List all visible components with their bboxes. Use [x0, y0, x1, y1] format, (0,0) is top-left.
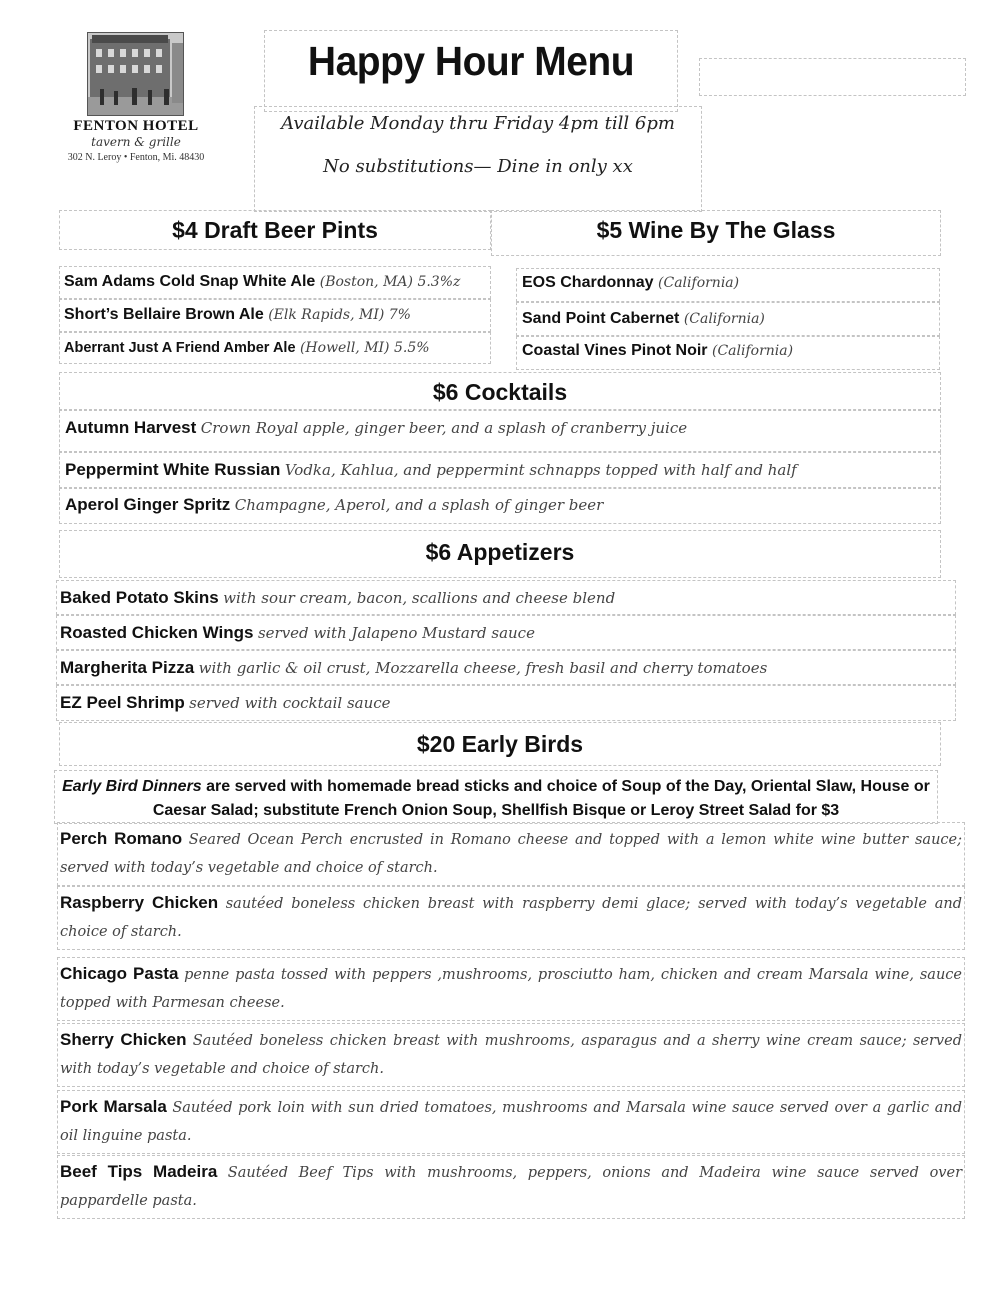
beer-name: Short’s Bellaire Brown Ale [64, 306, 264, 323]
early-bird-item [57, 1023, 965, 1087]
cocktail-detail: Crown Royal apple, ginger beer, and a splash of cranberry juice [200, 419, 688, 437]
early-bird-item [57, 822, 965, 886]
early-bird-note-text: are served with homemade bread sticks and choice of Soup of the Day, Oriental Slaw, House or Caesar Salad; substitute French Onion Soup, Shellfish Bisque or Leroy Street Salad for $3 [152, 778, 930, 819]
wine-detail: (California) [711, 343, 794, 359]
wine-name: EOS Chardonnay [522, 274, 654, 291]
wine-heading: $5 Wine By The Glass [491, 210, 941, 256]
early-bird-item [57, 886, 965, 950]
wine-name: Coastal Vines Pinot Noir [522, 342, 708, 359]
beer-item [59, 332, 491, 364]
appetizer-detail: served with cocktail sauce [189, 694, 391, 712]
hotel-subtitle: tavern & grille [91, 135, 181, 149]
early-bird-name: Perch Romano [60, 829, 183, 848]
appetizer-item [56, 685, 956, 721]
appetizer-item [56, 615, 956, 650]
empty-frame [699, 58, 966, 96]
early-bird-name: Pork Marsala [60, 1097, 167, 1116]
beer-heading: $4 Draft Beer Pints [59, 210, 491, 250]
early-bird-detail: sautéed boneless chicken breast with raspberry demi glace; served with today’s vegetable and choice of starch. [60, 896, 962, 940]
cocktail-name: Peppermint White Russian [65, 460, 281, 479]
wine-item [516, 268, 940, 302]
early-bird-name: Raspberry Chicken [60, 893, 219, 912]
wine-detail: (California) [683, 311, 765, 327]
wine-item [516, 302, 940, 336]
restrictions-text: No substitutions— Dine in only xx [323, 156, 633, 177]
availability-text: Available Monday thru Friday 4pm till 6pm [281, 113, 675, 134]
early-bird-item [57, 1090, 965, 1154]
beer-name: Aberrant Just A Friend Amber Ale [64, 340, 296, 356]
hotel-address: 302 N. Leroy • Fenton, Mi. 48430 [67, 152, 205, 163]
early-birds-heading: $20 Early Birds [59, 722, 941, 766]
early-bird-detail: Seared Ocean Perch encrusted in Romano cheese and topped with a lemon white wine butter sauce; served with today’s vegetable and choice of starch. [60, 832, 962, 876]
cocktail-detail: Champagne, Aperol, and a splash of ginger beer [234, 496, 604, 514]
appetizer-detail: with garlic & oil crust, Mozzarella cheese, fresh basil and cherry tomatoes [198, 659, 768, 677]
early-bird-name: Sherry Chicken [60, 1030, 187, 1049]
beer-item [59, 299, 491, 332]
appetizer-detail: with sour cream, bacon, scallions and cheese blend [223, 589, 616, 607]
early-bird-name: Beef Tips Madeira [60, 1162, 218, 1181]
cocktail-item [59, 488, 941, 524]
early-bird-detail: Sautéed Beef Tips with mushrooms, peppers, onions and Madeira wine sauce served over pappardelle pasta. [60, 1165, 962, 1209]
cocktail-item [59, 452, 941, 488]
early-bird-item [57, 1155, 965, 1219]
early-bird-note [54, 770, 938, 824]
beer-detail: (Boston, MA) 5.3%z [319, 274, 461, 290]
early-bird-detail: penne pasta tossed with peppers ,mushrooms, prosciutto ham, chicken and cream Marsala wine, sauce topped with Parmesan cheese. [60, 967, 962, 1011]
early-bird-note-lead: Early Bird Dinners [62, 778, 202, 795]
appetizer-detail: served with Jalapeno Mustard sauce [257, 624, 535, 642]
hotel-name: FENTON HOTEL [73, 118, 199, 134]
appetizer-name: EZ Peel Shrimp [60, 693, 185, 712]
appetizer-name: Margherita Pizza [60, 658, 195, 677]
cocktails-heading: $6 Cocktails [59, 372, 941, 410]
beer-item [59, 266, 491, 299]
early-bird-item [57, 957, 965, 1021]
page-title: Happy Hour Menu [307, 38, 635, 84]
appetizer-item [56, 580, 956, 615]
early-bird-detail: Sautéed boneless chicken breast with mushrooms, asparagus and a sherry wine cream sauce; served with today’s vegetable and choice of starch. [60, 1033, 962, 1077]
early-bird-name: Chicago Pasta [60, 964, 179, 983]
appetizer-name: Roasted Chicken Wings [60, 623, 254, 642]
beer-detail: (Howell, MI) 5.5% [299, 340, 430, 356]
appetizer-item [56, 650, 956, 685]
cocktail-detail: Vodka, Kahlua, and peppermint schnapps topped with half and half [284, 461, 797, 479]
beer-detail: (Elk Rapids, MI) 7% [268, 307, 411, 323]
cocktail-name: Aperol Ginger Spritz [65, 495, 231, 514]
wine-name: Sand Point Cabernet [522, 310, 680, 327]
beer-name: Sam Adams Cold Snap White Ale [64, 273, 316, 290]
hotel-photo [87, 32, 184, 116]
wine-item [516, 336, 940, 370]
wine-detail: (California) [658, 275, 740, 291]
cocktail-item [59, 410, 941, 452]
appetizer-name: Baked Potato Skins [60, 588, 219, 607]
early-bird-detail: Sautéed pork loin with sun dried tomatoes, mushrooms and Marsala wine sauce served over a garlic and oil linguine pasta. [60, 1100, 962, 1144]
cocktail-name: Autumn Harvest [65, 418, 197, 437]
appetizers-heading: $6 Appetizers [59, 530, 941, 578]
